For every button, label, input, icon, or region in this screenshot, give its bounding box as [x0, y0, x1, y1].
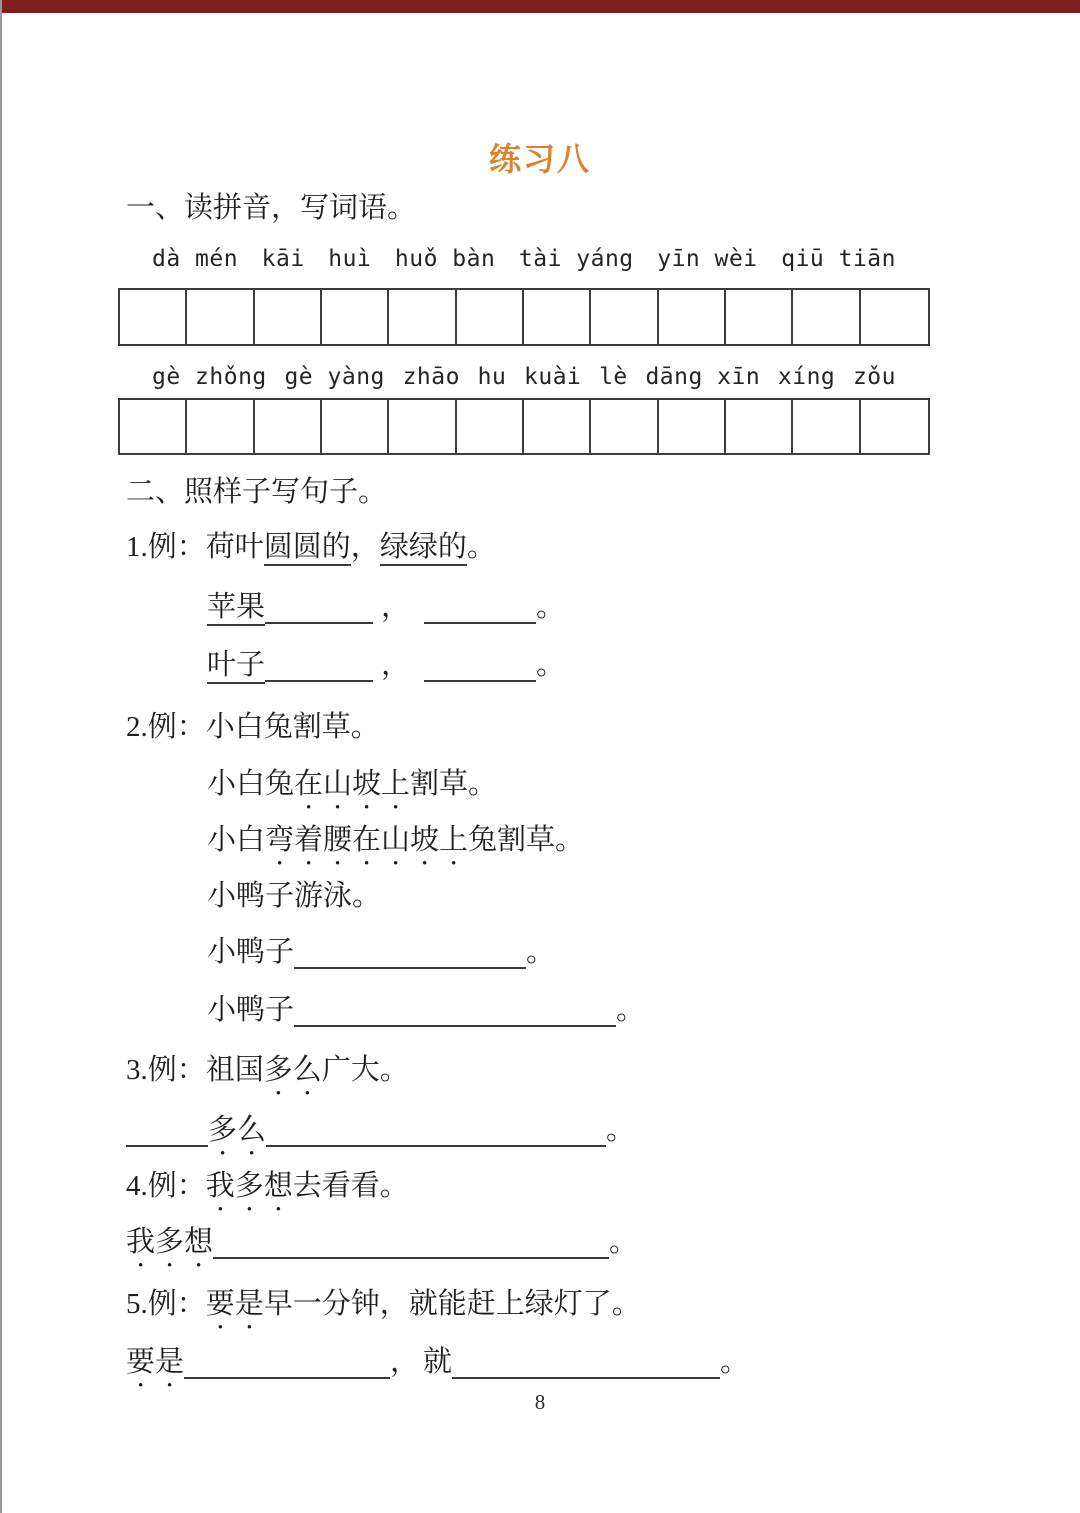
item2-example-2 [207, 878, 381, 914]
fill-blank [265, 618, 373, 624]
section-two-heading: 二、照样子写句子。 [126, 476, 388, 508]
item3-label: 3.例： [126, 1054, 206, 1086]
fill-blank [424, 676, 536, 682]
item1-word-apple: 苹果 [207, 591, 265, 626]
pinyin-word: xíng [777, 364, 836, 390]
emphasized-text: 我多想 [126, 1226, 214, 1258]
text: 去看看。 [292, 1170, 409, 1202]
item2-rewrite-1 [207, 766, 497, 816]
comma: ， [381, 591, 411, 623]
period: 。 [536, 649, 566, 681]
text: 割草。 [410, 768, 498, 800]
period: 。 [536, 591, 566, 623]
fill-blank [294, 963, 526, 969]
item2-label: 2.例： [126, 711, 206, 743]
pinyin-word: gè zhǒng [152, 364, 267, 390]
answer-cell [861, 400, 928, 453]
emphasized-text: 要是 [126, 1346, 185, 1378]
text: 早一分钟，就能赶上绿灯了。 [263, 1288, 641, 1320]
answer-cell [726, 290, 793, 344]
emphasized-text: 我多想 [205, 1170, 293, 1202]
item1-word-leaf: 叶子 [207, 649, 265, 684]
item4-fill-line [126, 1224, 638, 1274]
answer-cell [793, 400, 860, 453]
emphasized-text: 弯着腰在山坡上 [265, 824, 469, 856]
pinyin-word: hu [477, 364, 507, 390]
answer-cell [591, 290, 658, 344]
period: 。 [616, 994, 646, 1026]
pinyin-row-1 [118, 246, 930, 272]
answer-cell [861, 290, 928, 344]
answer-cell [255, 290, 322, 344]
emphasized-text: 多么 [208, 1114, 267, 1146]
item2-fill-line-2 [207, 992, 645, 1028]
answer-cell [726, 400, 793, 453]
item1-underlined-word-2: 绿绿的 [380, 531, 467, 566]
fill-blank [424, 618, 536, 624]
answer-grid-row-1 [118, 288, 930, 346]
fill-blank [452, 1373, 720, 1379]
item1-fill-line-a [207, 589, 565, 625]
pinyin-row-2 [118, 364, 930, 390]
pinyin-word: huǒ bàn [394, 246, 496, 272]
answer-cell [322, 290, 389, 344]
fill-blank [265, 676, 373, 682]
item1-underlined-word-1: 圆圆的 [264, 531, 351, 566]
item4-label: 4.例： [126, 1170, 206, 1202]
pinyin-word: dāng xīn [645, 364, 761, 390]
answer-cell [120, 400, 187, 453]
period: 。 [609, 1226, 639, 1258]
answer-cell [322, 400, 389, 453]
text: 广大。 [321, 1054, 409, 1086]
pinyin-word: tài yáng [518, 246, 634, 272]
item2-fill-word: 小鸭子 [207, 994, 295, 1026]
text: 小白兔 [207, 768, 295, 800]
answer-cell [524, 400, 591, 453]
pinyin-word: kuài [524, 364, 582, 390]
answer-cell [591, 400, 658, 453]
item1-example [126, 529, 496, 565]
pinyin-word: lè [599, 364, 628, 390]
item4-example [126, 1168, 409, 1218]
page-title: 练习八 [488, 141, 591, 177]
text: 兔割草。 [468, 824, 585, 856]
item5-example [126, 1286, 641, 1336]
text: 小鸭子游泳。 [207, 880, 382, 912]
fill-blank [266, 1141, 606, 1147]
section-one-heading: 一、读拼音，写词语。 [126, 192, 417, 224]
comma: ， [390, 1346, 420, 1378]
fill-blank [213, 1253, 609, 1259]
answer-cell [187, 290, 254, 344]
pinyin-word: zhāo [402, 364, 460, 390]
answer-cell [457, 400, 524, 453]
text: 小白 [207, 824, 266, 856]
item2-fill-line-1 [207, 934, 555, 970]
answer-cell [659, 290, 726, 344]
item3-example [126, 1052, 409, 1102]
pinyin-word: yīn wèi [657, 246, 758, 272]
top-red-bar [0, 0, 1080, 13]
item3-fill-line [126, 1112, 635, 1162]
answer-cell [187, 400, 254, 453]
item1-comma: ， [350, 531, 380, 563]
pinyin-word: gè yàng [284, 364, 385, 390]
fill-blank [126, 1141, 208, 1147]
emphasized-text: 要是 [205, 1288, 264, 1320]
item1-label: 1.例： [126, 531, 206, 563]
answer-grid-row-2 [118, 398, 930, 455]
answer-cell [389, 400, 456, 453]
period: 。 [526, 936, 556, 968]
answer-cell [389, 290, 456, 344]
answer-cell [120, 290, 187, 344]
answer-cell [524, 290, 591, 344]
period: 。 [720, 1346, 750, 1378]
pinyin-word: qiū tiān [781, 246, 896, 272]
pinyin-word: kāi [261, 246, 305, 272]
item5-conjunction: 就 [423, 1346, 453, 1378]
answer-cell [793, 290, 860, 344]
comma: ， [381, 649, 411, 681]
emphasized-text: 多么 [263, 1054, 322, 1086]
item2-rewrite-2 [207, 822, 584, 872]
item2-example [126, 709, 380, 745]
page-left-edge-line [0, 0, 2, 1513]
item1-period: 。 [466, 531, 496, 563]
item5-fill-line [126, 1344, 749, 1394]
pinyin-word: dà mén [152, 246, 239, 272]
item2-example-text: 小白兔割草。 [205, 711, 380, 743]
page-number: 8 [534, 1390, 546, 1414]
period: 。 [606, 1114, 636, 1146]
item2-fill-word: 小鸭子 [207, 936, 295, 968]
answer-cell [659, 400, 726, 453]
text: 祖国 [205, 1054, 264, 1086]
answer-cell [457, 290, 524, 344]
fill-blank [184, 1373, 390, 1379]
answer-cell [255, 400, 322, 453]
fill-blank [294, 1021, 616, 1027]
item1-fill-line-b [207, 647, 565, 683]
item1-lead: 荷叶 [205, 531, 264, 563]
pinyin-word: zǒu [852, 364, 896, 390]
item5-label: 5.例： [126, 1288, 206, 1320]
emphasized-text: 在山坡上 [294, 768, 411, 800]
pinyin-word: huì [328, 246, 372, 272]
